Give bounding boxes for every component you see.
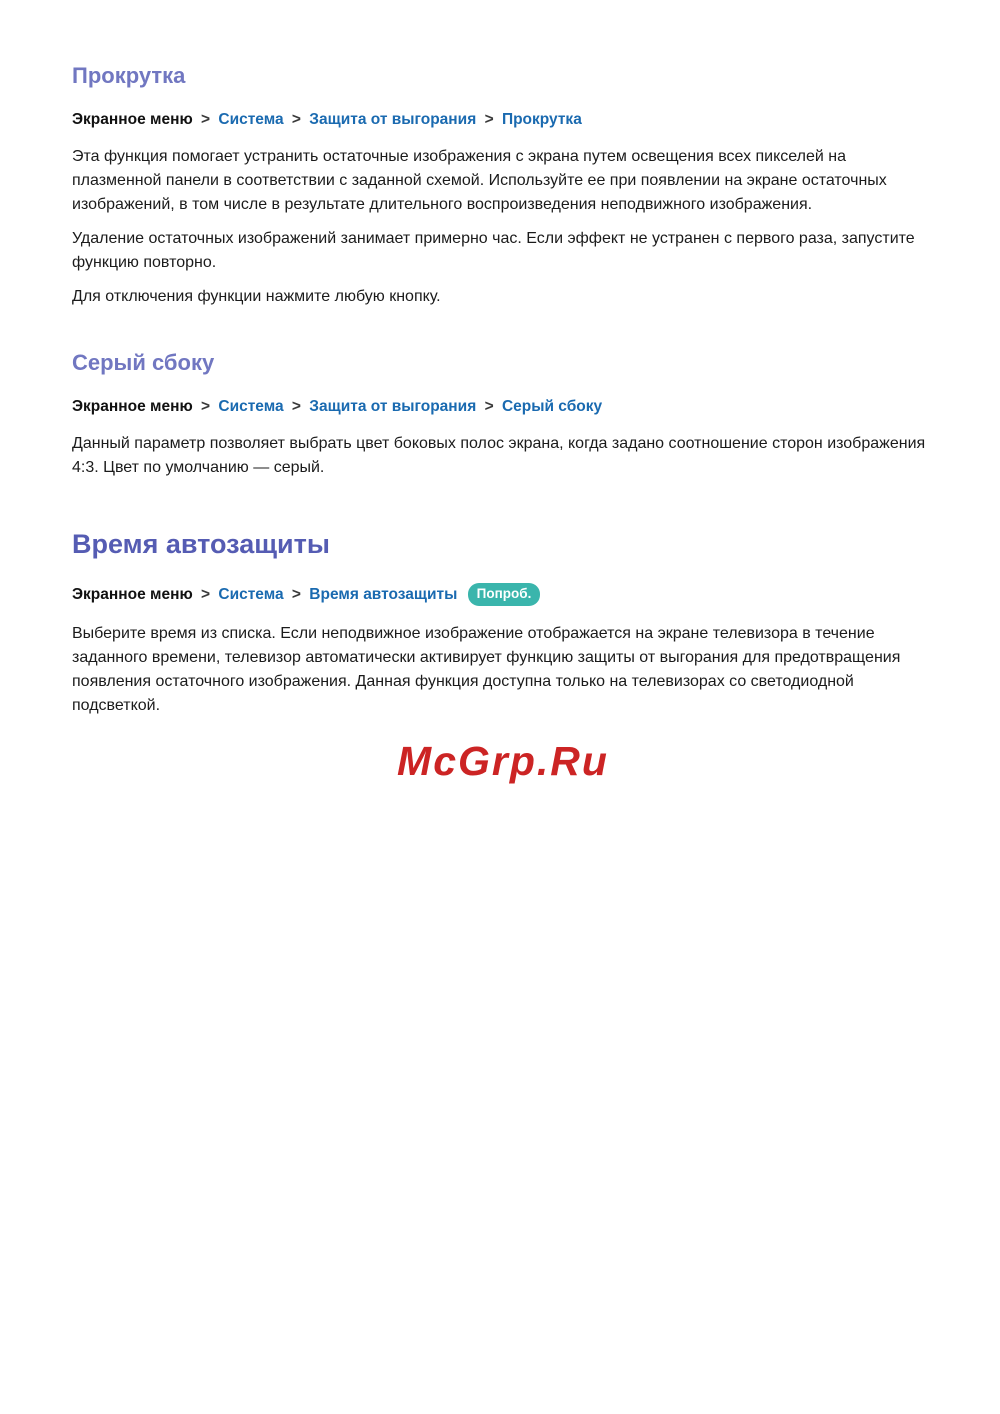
breadcrumb-separator: >: [291, 586, 301, 604]
breadcrumb-separator: >: [484, 111, 494, 129]
breadcrumb-separator: >: [201, 586, 211, 604]
paragraph: Эта функция помогает устранить остаточные изображения с экрана путем освещения всех пикселей на плазменной панели в соответствии с заданной схемой. Используйте ее при появлении на экране остаточных изображений, в том числе в результате длительного воспроизведения неподвижного изображения.: [72, 148, 887, 214]
breadcrumb-separator: >: [201, 398, 211, 416]
breadcrumb-root: Экранное меню: [72, 111, 193, 129]
breadcrumb-root: Экранное меню: [72, 586, 193, 604]
page-content: [72, 64, 934, 785]
section-gap: [72, 480, 934, 530]
try-now-badge[interactable]: Попроб.: [468, 583, 541, 606]
breadcrumb: [72, 583, 934, 606]
breadcrumb-link-zashchita[interactable]: Защита от выгорания: [309, 398, 477, 416]
breadcrumb-link-sistema[interactable]: Система: [218, 586, 284, 604]
breadcrumb-separator: >: [291, 111, 301, 129]
section-heading-vremya-avtozashchity: Время автозащиты: [72, 529, 330, 560]
watermark: McGrp.Ru: [397, 737, 609, 784]
paragraph: Удаление остаточных изображений занимает примерно час. Если эффект не устранен с первого раза, запустите функцию повторно.: [72, 230, 915, 272]
paragraph: Для отключения функции нажмите любую кнопку.: [72, 288, 441, 306]
paragraph: Данный параметр позволяет выбрать цвет боковых полос экрана, когда задано соотношение сторон изображения 4:3. Цвет по умолчанию — серый.: [72, 435, 926, 477]
breadcrumb-link-vremya[interactable]: Время автозащиты: [309, 586, 458, 604]
breadcrumb-link-sistema[interactable]: Система: [218, 398, 284, 416]
section-heading-prokrutka: Прокрутка: [72, 63, 186, 88]
breadcrumb-link-zashchita[interactable]: Защита от выгорания: [309, 111, 477, 129]
section-gap: [72, 309, 934, 351]
breadcrumb-link-prokrutka[interactable]: Прокрутка: [501, 111, 582, 129]
section-heading-seryi-sboku: Серый сбоку: [72, 350, 215, 376]
paragraph: Выберите время из списка. Если неподвижное изображение отображается на экране телевизора в течение заданного времени, телевизор автоматически активирует функцию защиты от выгорания для предотвращения появления остаточного изображения. Данная функция доступна только на телевизорах со светодиодной подсветкой.: [72, 624, 901, 714]
breadcrumb: [72, 398, 934, 416]
breadcrumb: [72, 111, 934, 129]
breadcrumb-separator: >: [484, 398, 494, 416]
breadcrumb-separator: >: [201, 111, 211, 129]
breadcrumb-separator: >: [291, 398, 301, 416]
breadcrumb-root: Экранное меню: [72, 398, 193, 416]
breadcrumb-link-seryi-sboku[interactable]: Серый сбоку: [501, 398, 603, 416]
breadcrumb-link-sistema[interactable]: Система: [218, 111, 284, 129]
